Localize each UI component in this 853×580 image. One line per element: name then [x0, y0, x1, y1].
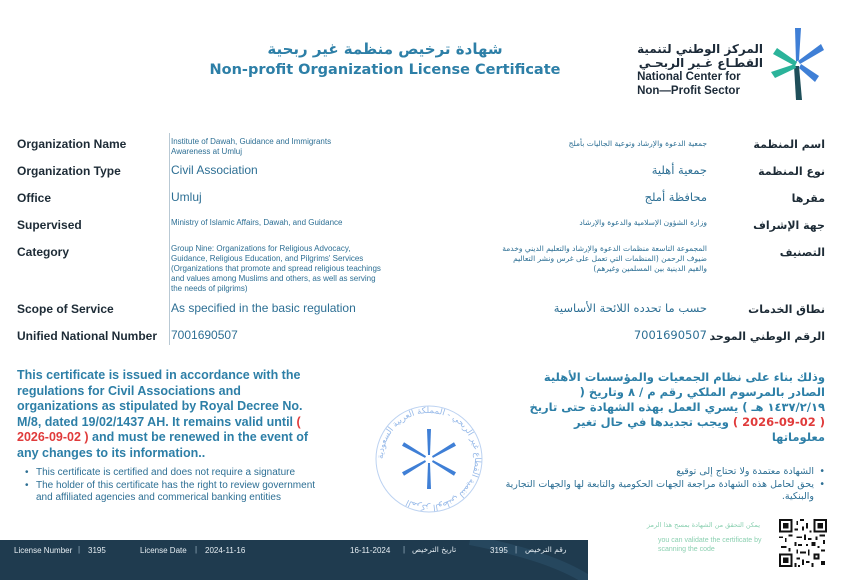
label-organization-name: Organization Name [17, 137, 127, 151]
label-supervised: Supervised [17, 218, 82, 232]
note-ar-1: • الشهادة معتمدة ولا تحتاج إلى توقيع [480, 466, 825, 479]
label-unified-national-number: Unified National Number [17, 329, 158, 343]
note-en-1: • This certificate is certified and does not require a signature [25, 467, 325, 480]
note-ar-2: • يحق لحامل هذه الشهادة مراجعة الجهات الحكومية والتابعة لها والجهات التجارية والبنكية. [480, 479, 825, 504]
title-english: Non-profit Organization License Certificate [209, 62, 561, 78]
value-unified-national-number-en: 7001690507 [171, 328, 238, 342]
logo-arabic-line-1: المركز الوطني لتنمية [637, 42, 763, 56]
label-organization-type: Organization Type [17, 164, 121, 178]
label-organization-name-ar: اسم المنظمة [753, 138, 825, 151]
ncnp-logo-icon [769, 26, 825, 102]
certificate-text-en-1: This certificate is issued in accordance with the regulations for Civil Associations and organizations as stipulated by Royal Decree No. M/8, dated 19/02/1437 AH. It remains valid until [17, 368, 303, 429]
valid-until-date-en: ( 2026-09-02 ) [17, 414, 301, 444]
certificate-statement-en [17, 368, 317, 461]
footer-separator: | [403, 545, 406, 554]
certificate-text-ar-1: وذلك بناء على نظام الجمعيات والمؤسسات الأهلية الصادر بالمرسوم الملكي رقم م / ٨ وتاريخ ( ١٤٣٧/٢/١٩ هـ ) يسري العمل بهذه الشهادة حتى تاريخ [529, 370, 825, 414]
value-unified-national-number-ar: 7001690507 [633, 328, 707, 342]
qr-code-icon[interactable] [779, 519, 827, 567]
value-organization-name-ar: جمعية الدعوة والإرشاد وتوعية الجاليات بأملج [568, 139, 707, 148]
qr-note-en: you can validate the certificate by scanning the code [658, 537, 762, 553]
title-arabic: شهادة ترخيص منظمة غير ربحية [267, 40, 503, 58]
value-supervised-ar: وزارة الشؤون الإسلامية والدعوة والإرشاد [579, 218, 707, 227]
license-date-label: License Date [140, 546, 187, 555]
logo-english-line-1: National Center for [637, 71, 741, 83]
value-organization-type-ar: جمعية أهلية [651, 163, 707, 177]
value-office-ar: محافظة أملج [644, 190, 707, 204]
label-office-ar: مقرها [791, 192, 825, 205]
certificate-statement-ar [525, 370, 825, 445]
footer-separator: | [195, 545, 198, 554]
value-organization-name-en: Institute of Dawah, Guidance and Immigrants Awareness at Umluj [171, 137, 332, 156]
license-number-ar: 3195 [490, 546, 508, 555]
note-en-2: • The holder of this certificate has the right to review government and affiliated agencies and commerical banking entities [25, 480, 325, 505]
label-category: Category [17, 245, 70, 259]
license-number: 3195 [88, 546, 106, 555]
logo-arabic-line-2: القطـاع غـير الربحـي [638, 56, 763, 70]
license-number-label: License Number [14, 546, 73, 555]
label-scope-of-service: Scope of Service [17, 302, 114, 316]
value-scope-of-service-ar: حسب ما تحدده اللائحة الأساسية [553, 301, 707, 315]
label-scope-of-service-ar: نطاق الخدمات [748, 303, 825, 316]
divider-line [169, 133, 170, 345]
value-category-ar: المجموعة التاسعة منظمات الدعوة والإرشاد والتعليم الديني وخدمة ضيوف الرحمن (المنظمات التي تعمل على غرس ونشر التعاليم والقيم الدينية بين المسلمين وغيرهم) [502, 244, 707, 273]
label-unified-national-number-ar: الرقم الوطني الموحد [709, 330, 825, 343]
value-supervised-en: Ministry of Islamic Affairs, Dawah, and Guidance [171, 218, 343, 227]
notes-list-ar [480, 466, 825, 504]
license-number-ar-label: رقم الترخيص [525, 545, 567, 554]
license-date-ar-label: تاريخ الترخيص [412, 545, 457, 554]
value-scope-of-service-en: As specified in the basic regulation [171, 301, 356, 315]
certificate-text-en-2: and must be renewed in the event of any changes to its information.. [17, 430, 309, 460]
logo-english-line-2: Non—Profit Sector [637, 85, 740, 97]
value-office-en: Umluj [171, 190, 202, 204]
notes-list-en [25, 467, 325, 505]
license-date-ar: 16-11-2024 [350, 546, 391, 555]
label-supervised-ar: جهة الإشراف [753, 219, 825, 232]
official-seal-icon [374, 404, 484, 514]
footer-separator: | [515, 545, 518, 554]
qr-note-ar: يمكن التحقق من الشهادة بمسح هذا الرمز [646, 521, 760, 529]
logo-text [637, 42, 763, 98]
certificate-text-ar-2: ويجب تجديدها في حال تغير معلوماتها [574, 415, 825, 444]
label-organization-type-ar: نوع المنظمة [758, 165, 825, 178]
license-date: 2024-11-16 [205, 546, 246, 555]
value-category-en: Group Nine: Organizations for Religious Advocacy, Guidance, Religious Education, and Pilgrims' Services (Organizations that promote and spread religious teachings and values among Muslims and others, as well as serving the needs of pilgrims) [171, 244, 381, 293]
label-category-ar: التصنيف [779, 246, 825, 259]
footer-separator: | [78, 545, 81, 554]
seal-text: المركز الوطني لتنمية القطاع غير الربحي - المملكة العربية السعودية [375, 405, 483, 513]
label-office: Office [17, 191, 52, 205]
valid-until-date-ar: ( 02-09-2026 ) [732, 415, 825, 429]
value-organization-type-en: Civil Association [171, 163, 258, 177]
